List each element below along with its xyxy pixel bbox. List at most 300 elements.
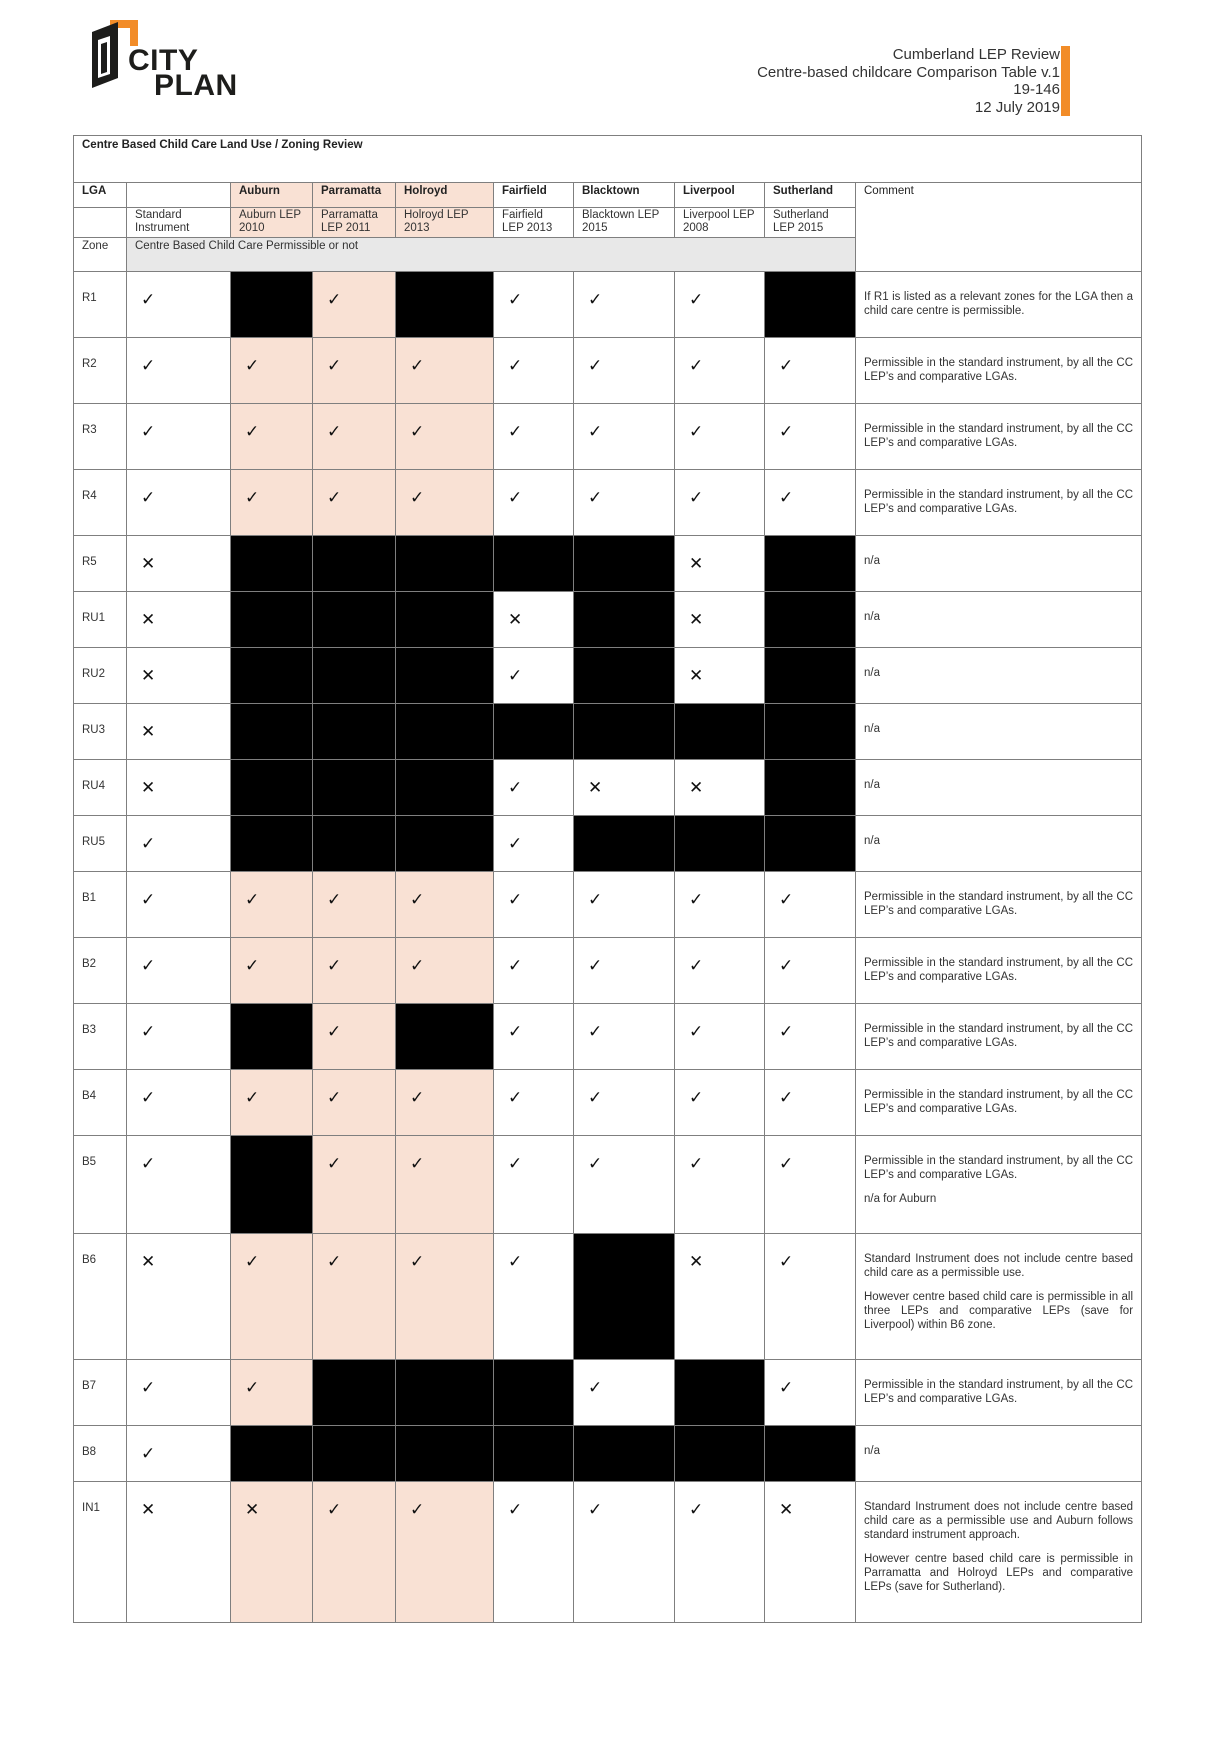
table-row — [74, 1004, 1142, 1070]
not-applicable-cell — [231, 1004, 313, 1070]
comment-cell — [856, 272, 1142, 338]
not-applicable-cell — [313, 816, 396, 872]
permissibility-cell — [313, 872, 396, 938]
table-row — [74, 1136, 1142, 1234]
permissibility-cell — [127, 536, 231, 592]
permissibility-cell — [313, 1234, 396, 1360]
check-icon: ✓ — [779, 1088, 794, 1107]
zone-header-text: Centre Based Child Care Permissible or not — [127, 238, 856, 272]
not-applicable-cell — [313, 1360, 396, 1426]
comment-paragraph: n/a — [864, 835, 880, 847]
check-icon: ✓ — [508, 890, 523, 909]
permissibility-cell — [396, 470, 494, 536]
comment-cell — [856, 760, 1142, 816]
check-icon: ✓ — [327, 1252, 342, 1271]
not-applicable-cell — [396, 536, 494, 592]
permissibility-cell — [127, 816, 231, 872]
permissibility-cell — [765, 404, 856, 470]
col-header-sutherland: Sutherland — [765, 183, 856, 208]
cross-icon: ✕ — [689, 554, 704, 573]
table-row — [74, 1234, 1142, 1360]
comment-paragraph: n/a — [864, 555, 880, 567]
check-icon: ✓ — [588, 1154, 603, 1173]
col-header-holroyd: Holroyd — [396, 183, 494, 208]
check-icon: ✓ — [508, 1154, 523, 1173]
header-accent-bar — [1061, 46, 1070, 116]
not-applicable-cell — [675, 816, 765, 872]
comment-paragraph: Permissible in the standard instrument, by all the CC LEP’s and comparative LGAs. — [864, 489, 1134, 515]
zone-cell: B2 — [74, 938, 127, 1004]
permissibility-cell — [231, 1482, 313, 1623]
table-title: Centre Based Child Care Land Use / Zoning Review — [74, 136, 1142, 183]
not-applicable-cell — [574, 536, 675, 592]
not-applicable-cell — [765, 648, 856, 704]
permissibility-cell — [313, 272, 396, 338]
permissibility-cell — [396, 1136, 494, 1234]
check-icon: ✓ — [508, 422, 523, 441]
sub-header-blacktown: Blacktown LEP 2015 — [574, 208, 675, 238]
permissibility-cell — [127, 1234, 231, 1360]
comment-paragraph: n/a — [864, 779, 880, 791]
comment-paragraph: Permissible in the standard instrument, by all the CC LEP’s and comparative LGAs. — [864, 957, 1134, 983]
header-row — [74, 183, 1142, 208]
check-icon: ✓ — [508, 1252, 523, 1271]
check-icon: ✓ — [141, 1154, 156, 1173]
check-icon: ✓ — [588, 422, 603, 441]
permissibility-cell — [313, 1004, 396, 1070]
permissibility-cell — [396, 338, 494, 404]
sub-header-fairfield: Fairfield LEP 2013 — [494, 208, 574, 238]
comment-paragraph: n/a — [864, 611, 880, 623]
permissibility-cell — [574, 872, 675, 938]
not-applicable-cell — [231, 592, 313, 648]
check-icon: ✓ — [588, 1378, 603, 1397]
cross-icon: ✕ — [141, 722, 156, 741]
not-applicable-cell — [574, 648, 675, 704]
not-applicable-cell — [396, 1360, 494, 1426]
permissibility-cell — [765, 1482, 856, 1623]
permissibility-cell — [765, 1070, 856, 1136]
permissibility-cell — [675, 760, 765, 816]
check-icon: ✓ — [141, 290, 156, 309]
not-applicable-cell — [494, 1426, 574, 1482]
check-icon: ✓ — [245, 956, 260, 975]
permissibility-cell — [675, 592, 765, 648]
sub-header-sutherland: Sutherland LEP 2015 — [765, 208, 856, 238]
zone-cell: RU1 — [74, 592, 127, 648]
check-icon: ✓ — [689, 1088, 704, 1107]
permissibility-cell — [396, 1234, 494, 1360]
cross-icon: ✕ — [141, 1500, 156, 1519]
permissibility-cell — [494, 760, 574, 816]
zoning-comparison-table — [73, 135, 1142, 1623]
not-applicable-cell — [494, 536, 574, 592]
check-icon: ✓ — [327, 488, 342, 507]
check-icon: ✓ — [245, 422, 260, 441]
col-header-parramatta: Parramatta — [313, 183, 396, 208]
not-applicable-cell — [765, 1426, 856, 1482]
comment-cell — [856, 1482, 1142, 1623]
check-icon: ✓ — [588, 1088, 603, 1107]
comment-cell — [856, 1070, 1142, 1136]
check-icon: ✓ — [327, 356, 342, 375]
permissibility-cell — [231, 1070, 313, 1136]
check-icon: ✓ — [689, 956, 704, 975]
check-icon: ✓ — [141, 956, 156, 975]
comment-cell — [856, 404, 1142, 470]
logo-line1: CITY — [128, 44, 199, 77]
city-plan-logo — [88, 18, 258, 108]
check-icon: ✓ — [689, 890, 704, 909]
not-applicable-cell — [231, 760, 313, 816]
col-header-blank — [127, 183, 231, 208]
check-icon: ✓ — [327, 290, 342, 309]
comment-paragraph: Permissible in the standard instrument, by all the CC LEP’s and comparative LGAs. — [864, 1089, 1134, 1115]
not-applicable-cell — [396, 704, 494, 760]
permissibility-cell — [396, 404, 494, 470]
permissibility-cell — [765, 1234, 856, 1360]
cross-icon: ✕ — [689, 778, 704, 797]
col-header-comment: Comment — [856, 183, 1142, 272]
comment-cell — [856, 938, 1142, 1004]
not-applicable-cell — [574, 1234, 675, 1360]
zone-cell: B8 — [74, 1426, 127, 1482]
permissibility-cell — [127, 938, 231, 1004]
cross-icon: ✕ — [588, 778, 603, 797]
check-icon: ✓ — [410, 1088, 425, 1107]
sub-header-liverpool: Liverpool LEP 2008 — [675, 208, 765, 238]
comment-paragraph: If R1 is listed as a relevant zones for the LGA then a child care centre is permissible. — [864, 291, 1134, 317]
check-icon: ✓ — [689, 1154, 704, 1173]
check-icon: ✓ — [141, 356, 156, 375]
check-icon: ✓ — [245, 488, 260, 507]
permissibility-cell — [313, 1482, 396, 1623]
not-applicable-cell — [765, 760, 856, 816]
not-applicable-cell — [574, 704, 675, 760]
zone-cell: B4 — [74, 1070, 127, 1136]
not-applicable-cell — [396, 1426, 494, 1482]
not-applicable-cell — [396, 1004, 494, 1070]
zone-cell: R1 — [74, 272, 127, 338]
check-icon: ✓ — [508, 290, 523, 309]
permissibility-cell — [231, 470, 313, 536]
permissibility-cell — [494, 1070, 574, 1136]
not-applicable-cell — [765, 536, 856, 592]
logo-line2: PLAN — [154, 69, 238, 102]
permissibility-cell — [494, 872, 574, 938]
permissibility-cell — [675, 938, 765, 1004]
not-applicable-cell — [231, 704, 313, 760]
header-date: 12 July 2019 — [974, 98, 1060, 116]
permissibility-cell — [494, 1136, 574, 1234]
table-row — [74, 272, 1142, 338]
permissibility-cell — [675, 1136, 765, 1234]
col-header-blacktown: Blacktown — [574, 183, 675, 208]
cross-icon: ✕ — [689, 610, 704, 629]
not-applicable-cell — [313, 704, 396, 760]
comment-paragraph: However centre based child care is permissible in all three LEPs and comparative LEPs (save for Liverpool) within B6 zone. — [864, 1291, 1134, 1331]
not-applicable-cell — [231, 816, 313, 872]
col-header-liverpool: Liverpool — [675, 183, 765, 208]
permissibility-cell — [313, 938, 396, 1004]
permissibility-cell — [127, 592, 231, 648]
check-icon: ✓ — [508, 356, 523, 375]
permissibility-cell — [127, 1426, 231, 1482]
check-icon: ✓ — [327, 1154, 342, 1173]
permissibility-cell — [313, 1070, 396, 1136]
check-icon: ✓ — [410, 488, 425, 507]
permissibility-cell — [127, 470, 231, 536]
permissibility-cell — [231, 1234, 313, 1360]
permissibility-cell — [494, 1234, 574, 1360]
permissibility-cell — [494, 470, 574, 536]
permissibility-cell — [574, 1004, 675, 1070]
check-icon: ✓ — [779, 356, 794, 375]
not-applicable-cell — [313, 536, 396, 592]
cross-icon: ✕ — [141, 1252, 156, 1271]
permissibility-cell — [765, 872, 856, 938]
zone-cell: B1 — [74, 872, 127, 938]
zone-cell: R5 — [74, 536, 127, 592]
comment-paragraph: n/a — [864, 1445, 880, 1457]
not-applicable-cell — [313, 1426, 396, 1482]
not-applicable-cell — [313, 648, 396, 704]
permissibility-cell — [127, 1004, 231, 1070]
comment-paragraph: n/a — [864, 723, 880, 735]
header-document-title: Centre-based childcare Comparison Table v.1 — [757, 63, 1060, 81]
check-icon: ✓ — [410, 1500, 425, 1519]
permissibility-cell — [675, 872, 765, 938]
permissibility-cell — [127, 1136, 231, 1234]
cross-icon: ✕ — [689, 1252, 704, 1271]
check-icon: ✓ — [141, 1444, 156, 1463]
not-applicable-cell — [313, 760, 396, 816]
not-applicable-cell — [494, 1360, 574, 1426]
permissibility-cell — [396, 1070, 494, 1136]
check-icon: ✓ — [245, 1088, 260, 1107]
check-icon: ✓ — [588, 956, 603, 975]
not-applicable-cell — [765, 816, 856, 872]
permissibility-cell — [675, 648, 765, 704]
not-applicable-cell — [574, 816, 675, 872]
not-applicable-cell — [231, 648, 313, 704]
permissibility-cell — [231, 404, 313, 470]
comment-paragraph: n/a for Auburn — [864, 1193, 937, 1205]
zone-cell: R4 — [74, 470, 127, 536]
sub-header-auburn: Auburn LEP 2010 — [231, 208, 313, 238]
check-icon: ✓ — [245, 1252, 260, 1271]
comment-paragraph: Standard Instrument does not include centre based child care as a permissible use. — [864, 1253, 1134, 1279]
comment-paragraph: n/a — [864, 667, 880, 679]
not-applicable-cell — [675, 704, 765, 760]
comment-paragraph: Standard Instrument does not include centre based child care as a permissible use and Auburn follows standard instrument approach. — [864, 1501, 1134, 1541]
permissibility-cell — [765, 338, 856, 404]
not-applicable-cell — [231, 1426, 313, 1482]
permissibility-cell — [494, 648, 574, 704]
sub-header-holroyd: Holroyd LEP 2013 — [396, 208, 494, 238]
check-icon: ✓ — [588, 488, 603, 507]
logo-text — [128, 44, 238, 102]
permissibility-cell — [494, 338, 574, 404]
table-row — [74, 704, 1142, 760]
permissibility-cell — [127, 1482, 231, 1623]
check-icon: ✓ — [588, 1022, 603, 1041]
permissibility-cell — [494, 1004, 574, 1070]
check-icon: ✓ — [327, 1088, 342, 1107]
check-icon: ✓ — [508, 778, 523, 797]
not-applicable-cell — [231, 272, 313, 338]
comment-cell — [856, 338, 1142, 404]
table-row — [74, 592, 1142, 648]
comment-cell — [856, 704, 1142, 760]
permissibility-cell — [675, 272, 765, 338]
check-icon: ✓ — [141, 422, 156, 441]
comment-cell — [856, 1234, 1142, 1360]
table-row — [74, 1070, 1142, 1136]
comment-paragraph: Permissible in the standard instrument, by all the CC LEP’s and comparative LGAs. — [864, 1023, 1134, 1049]
permissibility-cell — [765, 1360, 856, 1426]
check-icon: ✓ — [689, 356, 704, 375]
check-icon: ✓ — [689, 422, 704, 441]
not-applicable-cell — [494, 704, 574, 760]
check-icon: ✓ — [588, 890, 603, 909]
permissibility-cell — [396, 872, 494, 938]
check-icon: ✓ — [779, 1252, 794, 1271]
check-icon: ✓ — [588, 290, 603, 309]
permissibility-cell — [494, 592, 574, 648]
check-icon: ✓ — [508, 1088, 523, 1107]
comment-paragraph: Permissible in the standard instrument, by all the CC LEP’s and comparative LGAs. — [864, 423, 1134, 449]
permissibility-cell — [127, 872, 231, 938]
permissibility-cell — [127, 704, 231, 760]
permissibility-cell — [127, 648, 231, 704]
comment-cell — [856, 470, 1142, 536]
check-icon: ✓ — [779, 1022, 794, 1041]
check-icon: ✓ — [410, 956, 425, 975]
permissibility-cell — [127, 272, 231, 338]
not-applicable-cell — [765, 704, 856, 760]
zone-cell: R3 — [74, 404, 127, 470]
zone-cell: RU3 — [74, 704, 127, 760]
permissibility-cell — [494, 938, 574, 1004]
cross-icon: ✕ — [141, 666, 156, 685]
comment-cell — [856, 648, 1142, 704]
not-applicable-cell — [231, 536, 313, 592]
permissibility-cell — [574, 760, 675, 816]
permissibility-cell — [313, 1136, 396, 1234]
check-icon: ✓ — [245, 356, 260, 375]
permissibility-cell — [675, 536, 765, 592]
table-row — [74, 1482, 1142, 1623]
check-icon: ✓ — [327, 1022, 342, 1041]
check-icon: ✓ — [779, 488, 794, 507]
cross-icon: ✕ — [779, 1500, 794, 1519]
table-row — [74, 404, 1142, 470]
check-icon: ✓ — [508, 834, 523, 853]
check-icon: ✓ — [779, 1378, 794, 1397]
check-icon: ✓ — [141, 1378, 156, 1397]
permissibility-cell — [574, 1136, 675, 1234]
check-icon: ✓ — [779, 1154, 794, 1173]
col-header-auburn: Auburn — [231, 183, 313, 208]
permissibility-cell — [675, 470, 765, 536]
check-icon: ✓ — [689, 1500, 704, 1519]
zone-cell: B7 — [74, 1360, 127, 1426]
not-applicable-cell — [675, 1360, 765, 1426]
comment-paragraph: Permissible in the standard instrument, by all the CC LEP’s and comparative LGAs. — [864, 357, 1134, 383]
permissibility-cell — [574, 1482, 675, 1623]
comment-paragraph: However centre based child care is permissible in Parramatta and Holroyd LEPs and comparative LEPs (save for Sutherland). — [864, 1553, 1134, 1593]
cross-icon: ✕ — [141, 610, 156, 629]
check-icon: ✓ — [410, 1154, 425, 1173]
permissibility-cell — [494, 404, 574, 470]
check-icon: ✓ — [141, 1022, 156, 1041]
permissibility-cell — [231, 938, 313, 1004]
table-row — [74, 760, 1142, 816]
table-row — [74, 872, 1142, 938]
table-row — [74, 938, 1142, 1004]
table-row — [74, 1360, 1142, 1426]
not-applicable-cell — [396, 648, 494, 704]
permissibility-cell — [127, 760, 231, 816]
permissibility-cell — [765, 470, 856, 536]
not-applicable-cell — [675, 1426, 765, 1482]
cross-icon: ✕ — [245, 1500, 260, 1519]
check-icon: ✓ — [508, 1500, 523, 1519]
permissibility-cell — [313, 338, 396, 404]
comment-paragraph: Permissible in the standard instrument, by all the CC LEP’s and comparative LGAs. — [864, 1379, 1134, 1405]
not-applicable-cell — [396, 816, 494, 872]
zone-cell: B5 — [74, 1136, 127, 1234]
zone-cell: RU2 — [74, 648, 127, 704]
check-icon: ✓ — [327, 422, 342, 441]
permissibility-cell — [675, 1482, 765, 1623]
comment-paragraph: Permissible in the standard instrument, by all the CC LEP’s and comparative LGAs. — [864, 891, 1134, 917]
not-applicable-cell — [231, 1136, 313, 1234]
zone-cell: IN1 — [74, 1482, 127, 1623]
check-icon: ✓ — [245, 890, 260, 909]
check-icon: ✓ — [141, 890, 156, 909]
comment-cell — [856, 1136, 1142, 1234]
permissibility-cell — [396, 1482, 494, 1623]
comment-cell — [856, 872, 1142, 938]
permissibility-cell — [494, 1482, 574, 1623]
permissibility-cell — [574, 338, 675, 404]
check-icon: ✓ — [689, 290, 704, 309]
check-icon: ✓ — [508, 488, 523, 507]
check-icon: ✓ — [779, 956, 794, 975]
permissibility-cell — [675, 1004, 765, 1070]
sub-header-parramatta: Parramatta LEP 2011 — [313, 208, 396, 238]
not-applicable-cell — [765, 592, 856, 648]
not-applicable-cell — [765, 272, 856, 338]
permissibility-cell — [127, 1360, 231, 1426]
not-applicable-cell — [313, 592, 396, 648]
cross-icon: ✕ — [141, 554, 156, 573]
check-icon: ✓ — [508, 666, 523, 685]
permissibility-cell — [574, 404, 675, 470]
check-icon: ✓ — [588, 1500, 603, 1519]
permissibility-cell — [127, 338, 231, 404]
comment-cell — [856, 1004, 1142, 1070]
check-icon: ✓ — [410, 890, 425, 909]
zone-cell: RU5 — [74, 816, 127, 872]
check-icon: ✓ — [141, 488, 156, 507]
check-icon: ✓ — [779, 890, 794, 909]
cross-icon: ✕ — [689, 666, 704, 685]
permissibility-cell — [313, 404, 396, 470]
table-row — [74, 816, 1142, 872]
